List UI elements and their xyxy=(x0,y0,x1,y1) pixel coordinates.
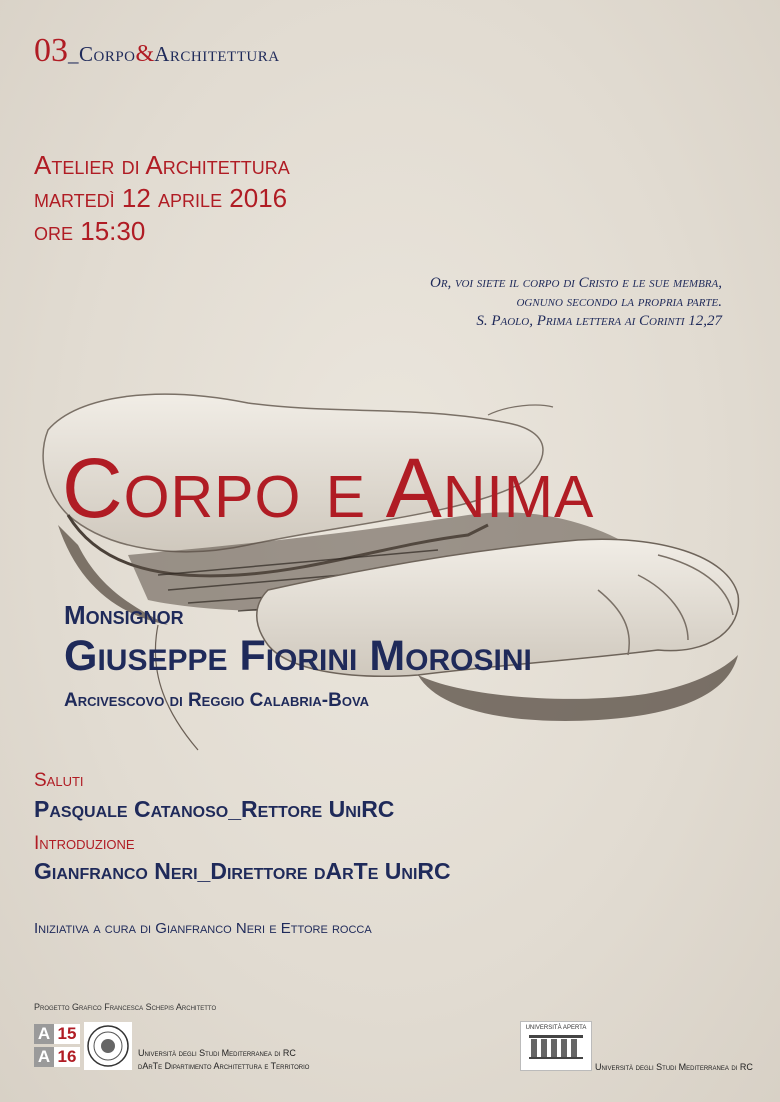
event-date: martedì 12 aprile 2016 xyxy=(34,183,288,213)
quote-line-1: Or, voi siete il corpo di Cristo e le sue membra, xyxy=(430,275,722,291)
greetings-person: Pasquale Catanoso_Rettore UniRC xyxy=(34,796,395,822)
event-venue: Atelier di Architettura xyxy=(34,150,290,180)
university-name: Università degli Studi Mediterranea di RC xyxy=(138,1048,296,1058)
university-seal-logo xyxy=(84,1022,132,1070)
badge-number: 15 xyxy=(54,1024,80,1044)
speaker-name: Giuseppe Fiorini Morosini xyxy=(64,632,532,680)
universita-aperta-label: UNIVERSITÀ APERTA xyxy=(525,1025,587,1031)
series-separator: _ xyxy=(68,42,79,66)
intro-person: Gianfranco Neri_Direttore dArTe UniRC xyxy=(34,858,451,884)
universita-aperta-logo xyxy=(520,1021,592,1071)
department-name: dArTe Dipartimento Architettura e Territorio xyxy=(138,1061,310,1071)
series-word-architettura: Architettura xyxy=(154,42,280,66)
speaker-role: Arcivescovo di Reggio Calabria-Bova xyxy=(64,690,370,711)
columns-icon xyxy=(521,1031,591,1061)
badge-number: 16 xyxy=(54,1047,80,1067)
quote-attribution: S. Paolo, Prima lettera ai Corinti 12,27 xyxy=(476,313,722,329)
greetings-label: Saluti xyxy=(34,770,84,791)
series-header xyxy=(34,32,280,70)
event-time: ore 15:30 xyxy=(34,216,146,246)
initiative-note: Iniziativa a cura di Gianfranco Neri e Ettore rocca xyxy=(34,920,372,937)
graphic-design-credit: Progetto Grafico Francesca Schepis Architetto xyxy=(34,1002,217,1012)
quote-line-2: ognuno secondo la propria parte. xyxy=(516,294,722,310)
a16-badge xyxy=(34,1047,80,1067)
main-title: Corpo e Anima xyxy=(62,441,595,535)
badge-letter: A xyxy=(34,1024,54,1044)
badge-letter: A xyxy=(34,1047,54,1067)
intro-label: Introduzione xyxy=(34,833,135,854)
university-department-text xyxy=(138,1047,309,1073)
speaker-honorific: Monsignor xyxy=(64,600,184,630)
series-ampersand: & xyxy=(135,41,155,67)
a15-badge xyxy=(34,1024,80,1044)
series-word-corpo: Corpo xyxy=(79,42,136,66)
series-number: 03 xyxy=(34,32,68,69)
university-name-right: Università degli Studi Mediterranea di RC xyxy=(595,1062,753,1072)
